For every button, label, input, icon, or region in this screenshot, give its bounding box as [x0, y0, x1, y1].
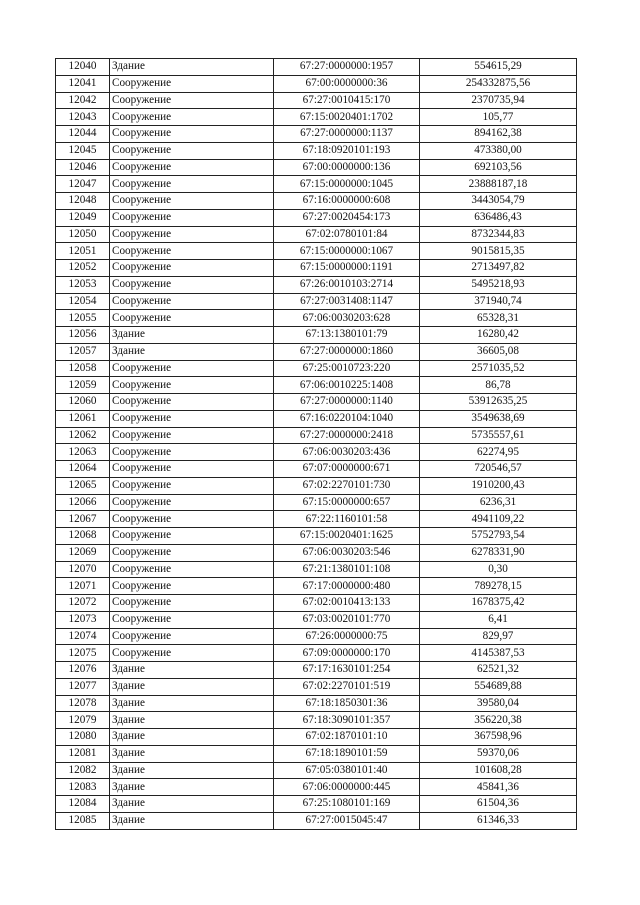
table-row	[56, 109, 577, 126]
row-number-cell: 12065	[56, 477, 110, 494]
row-number-cell: 12056	[56, 327, 110, 344]
cadastral-number-cell: 67:02:0010413:133	[274, 595, 420, 612]
object-type-cell: Сооружение	[110, 444, 274, 461]
object-type-cell: Сооружение	[110, 511, 274, 528]
object-type-cell: Сооружение	[110, 75, 274, 92]
table-row	[56, 427, 577, 444]
cadastral-number-cell: 67:17:0000000:480	[274, 578, 420, 595]
cadastral-value-cell: 39580,04	[420, 695, 577, 712]
table-row	[56, 59, 577, 76]
cadastral-value-cell: 6,41	[420, 611, 577, 628]
object-type-cell: Сооружение	[110, 544, 274, 561]
cadastral-number-cell: 67:27:0000000:1137	[274, 126, 420, 143]
row-number-cell: 12064	[56, 461, 110, 478]
object-type-cell: Сооружение	[110, 494, 274, 511]
table-row	[56, 260, 577, 277]
object-type-cell: Здание	[110, 712, 274, 729]
row-number-cell: 12075	[56, 645, 110, 662]
cadastral-number-cell: 67:18:0920101:193	[274, 142, 420, 159]
cadastral-number-cell: 67:15:0000000:657	[274, 494, 420, 511]
cadastral-value-cell: 61346,33	[420, 812, 577, 829]
cadastral-value-cell: 5752793,54	[420, 528, 577, 545]
row-number-cell: 12057	[56, 343, 110, 360]
row-number-cell: 12081	[56, 745, 110, 762]
cadastral-number-cell: 67:27:0000000:2418	[274, 427, 420, 444]
cadastral-value-cell: 554615,29	[420, 59, 577, 76]
row-number-cell: 12084	[56, 796, 110, 813]
object-type-cell: Здание	[110, 695, 274, 712]
table-row	[56, 812, 577, 829]
table-row	[56, 226, 577, 243]
table-row	[56, 544, 577, 561]
object-type-cell: Сооружение	[110, 360, 274, 377]
cadastral-number-cell: 67:26:0010103:2714	[274, 276, 420, 293]
cadastral-number-cell: 67:15:0000000:1045	[274, 176, 420, 193]
cadastral-value-cell: 45841,36	[420, 779, 577, 796]
row-number-cell: 12055	[56, 310, 110, 327]
cadastral-value-cell: 2713497,82	[420, 260, 577, 277]
table-row	[56, 762, 577, 779]
table-row	[56, 410, 577, 427]
table-row	[56, 477, 577, 494]
object-type-cell: Здание	[110, 327, 274, 344]
object-type-cell: Сооружение	[110, 276, 274, 293]
row-number-cell: 12058	[56, 360, 110, 377]
object-type-cell: Сооружение	[110, 645, 274, 662]
cadastral-number-cell: 67:27:0010415:170	[274, 92, 420, 109]
row-number-cell: 12079	[56, 712, 110, 729]
row-number-cell: 12063	[56, 444, 110, 461]
cadastral-number-cell: 67:06:0010225:1408	[274, 377, 420, 394]
table-row	[56, 561, 577, 578]
cadastral-value-cell: 8732344,83	[420, 226, 577, 243]
cadastral-value-cell: 4941109,22	[420, 511, 577, 528]
row-number-cell: 12042	[56, 92, 110, 109]
row-number-cell: 12049	[56, 209, 110, 226]
cadastral-value-cell: 16280,42	[420, 327, 577, 344]
table-row	[56, 662, 577, 679]
cadastral-number-cell: 67:13:1380101:79	[274, 327, 420, 344]
object-type-cell: Здание	[110, 812, 274, 829]
row-number-cell: 12054	[56, 293, 110, 310]
row-number-cell: 12051	[56, 243, 110, 260]
object-type-cell: Сооружение	[110, 477, 274, 494]
table-row	[56, 343, 577, 360]
row-number-cell: 12077	[56, 678, 110, 695]
row-number-cell: 12082	[56, 762, 110, 779]
table-row	[56, 712, 577, 729]
cadastral-value-cell: 1678375,42	[420, 595, 577, 612]
cadastral-value-cell: 692103,56	[420, 159, 577, 176]
object-type-cell: Сооружение	[110, 142, 274, 159]
table-row	[56, 243, 577, 260]
table-row	[56, 595, 577, 612]
cadastral-value-cell: 3549638,69	[420, 410, 577, 427]
object-type-cell: Сооружение	[110, 561, 274, 578]
table-row	[56, 611, 577, 628]
table-row	[56, 528, 577, 545]
object-type-cell: Сооружение	[110, 293, 274, 310]
row-number-cell: 12050	[56, 226, 110, 243]
row-number-cell: 12040	[56, 59, 110, 76]
object-type-cell: Здание	[110, 59, 274, 76]
row-number-cell: 12059	[56, 377, 110, 394]
registry-table	[55, 58, 577, 830]
table-row	[56, 293, 577, 310]
table-row	[56, 796, 577, 813]
object-type-cell: Сооружение	[110, 410, 274, 427]
cadastral-value-cell: 1910200,43	[420, 477, 577, 494]
object-type-cell: Сооружение	[110, 226, 274, 243]
cadastral-number-cell: 67:18:1850301:36	[274, 695, 420, 712]
object-type-cell: Здание	[110, 729, 274, 746]
table-row	[56, 511, 577, 528]
cadastral-number-cell: 67:15:0020401:1625	[274, 528, 420, 545]
object-type-cell: Здание	[110, 779, 274, 796]
row-number-cell: 12041	[56, 75, 110, 92]
cadastral-value-cell: 720546,57	[420, 461, 577, 478]
cadastral-value-cell: 636486,43	[420, 209, 577, 226]
table-row	[56, 394, 577, 411]
cadastral-value-cell: 2571035,52	[420, 360, 577, 377]
cadastral-value-cell: 254332875,56	[420, 75, 577, 92]
row-number-cell: 12068	[56, 528, 110, 545]
row-number-cell: 12066	[56, 494, 110, 511]
table-row	[56, 209, 577, 226]
cadastral-number-cell: 67:00:0000000:136	[274, 159, 420, 176]
cadastral-number-cell: 67:21:1380101:108	[274, 561, 420, 578]
cadastral-value-cell: 829,97	[420, 628, 577, 645]
cadastral-number-cell: 67:06:0030203:546	[274, 544, 420, 561]
cadastral-number-cell: 67:00:0000000:36	[274, 75, 420, 92]
cadastral-number-cell: 67:25:1080101:169	[274, 796, 420, 813]
table-row	[56, 142, 577, 159]
object-type-cell: Сооружение	[110, 461, 274, 478]
row-number-cell: 12076	[56, 662, 110, 679]
cadastral-value-cell: 3443054,79	[420, 193, 577, 210]
row-number-cell: 12072	[56, 595, 110, 612]
object-type-cell: Сооружение	[110, 260, 274, 277]
cadastral-number-cell: 67:02:1870101:10	[274, 729, 420, 746]
row-number-cell: 12080	[56, 729, 110, 746]
cadastral-value-cell: 5495218,93	[420, 276, 577, 293]
table-row	[56, 695, 577, 712]
table-row	[56, 461, 577, 478]
object-type-cell: Сооружение	[110, 209, 274, 226]
cadastral-value-cell: 473380,00	[420, 142, 577, 159]
object-type-cell: Здание	[110, 762, 274, 779]
row-number-cell: 12053	[56, 276, 110, 293]
cadastral-value-cell: 36605,08	[420, 343, 577, 360]
cadastral-number-cell: 67:18:3090101:357	[274, 712, 420, 729]
cadastral-number-cell: 67:15:0000000:1067	[274, 243, 420, 260]
cadastral-value-cell: 62274,95	[420, 444, 577, 461]
cadastral-number-cell: 67:27:0000000:1140	[274, 394, 420, 411]
object-type-cell: Сооружение	[110, 394, 274, 411]
cadastral-number-cell: 67:16:0220104:1040	[274, 410, 420, 427]
row-number-cell: 12061	[56, 410, 110, 427]
row-number-cell: 12085	[56, 812, 110, 829]
object-type-cell: Здание	[110, 796, 274, 813]
row-number-cell: 12073	[56, 611, 110, 628]
table-row	[56, 779, 577, 796]
cadastral-value-cell: 53912635,25	[420, 394, 577, 411]
cadastral-value-cell: 371940,74	[420, 293, 577, 310]
table-row	[56, 578, 577, 595]
cadastral-number-cell: 67:18:1890101:59	[274, 745, 420, 762]
cadastral-number-cell: 67:17:1630101:254	[274, 662, 420, 679]
object-type-cell: Здание	[110, 662, 274, 679]
cadastral-number-cell: 67:27:0031408:1147	[274, 293, 420, 310]
cadastral-value-cell: 65328,31	[420, 310, 577, 327]
cadastral-value-cell: 101608,28	[420, 762, 577, 779]
object-type-cell: Сооружение	[110, 427, 274, 444]
table-row	[56, 377, 577, 394]
row-number-cell: 12071	[56, 578, 110, 595]
cadastral-number-cell: 67:27:0000000:1860	[274, 343, 420, 360]
cadastral-value-cell: 4145387,53	[420, 645, 577, 662]
cadastral-value-cell: 367598,96	[420, 729, 577, 746]
row-number-cell: 12060	[56, 394, 110, 411]
object-type-cell: Здание	[110, 343, 274, 360]
cadastral-number-cell: 67:15:0020401:1702	[274, 109, 420, 126]
object-type-cell: Сооружение	[110, 611, 274, 628]
object-type-cell: Сооружение	[110, 92, 274, 109]
object-type-cell: Сооружение	[110, 628, 274, 645]
row-number-cell: 12046	[56, 159, 110, 176]
cadastral-number-cell: 67:06:0000000:445	[274, 779, 420, 796]
table-row	[56, 444, 577, 461]
cadastral-number-cell: 67:27:0000000:1957	[274, 59, 420, 76]
row-number-cell: 12074	[56, 628, 110, 645]
cadastral-number-cell: 67:27:0015045:47	[274, 812, 420, 829]
row-number-cell: 12052	[56, 260, 110, 277]
row-number-cell: 12069	[56, 544, 110, 561]
row-number-cell: 12062	[56, 427, 110, 444]
table-row	[56, 645, 577, 662]
row-number-cell: 12043	[56, 109, 110, 126]
table-row	[56, 678, 577, 695]
cadastral-number-cell: 67:27:0020454:173	[274, 209, 420, 226]
object-type-cell: Сооружение	[110, 595, 274, 612]
cadastral-value-cell: 61504,36	[420, 796, 577, 813]
cadastral-value-cell: 6236,31	[420, 494, 577, 511]
cadastral-number-cell: 67:07:0000000:671	[274, 461, 420, 478]
cadastral-number-cell: 67:05:0380101:40	[274, 762, 420, 779]
table-row	[56, 310, 577, 327]
cadastral-number-cell: 67:02:2270101:519	[274, 678, 420, 695]
cadastral-number-cell: 67:15:0000000:1191	[274, 260, 420, 277]
object-type-cell: Сооружение	[110, 193, 274, 210]
table-row	[56, 159, 577, 176]
cadastral-number-cell: 67:06:0030203:628	[274, 310, 420, 327]
row-number-cell: 12078	[56, 695, 110, 712]
table-row	[56, 193, 577, 210]
cadastral-value-cell: 894162,38	[420, 126, 577, 143]
row-number-cell: 12070	[56, 561, 110, 578]
row-number-cell: 12083	[56, 779, 110, 796]
cadastral-number-cell: 67:22:1160101:58	[274, 511, 420, 528]
cadastral-number-cell: 67:03:0020101:770	[274, 611, 420, 628]
registry-table-body	[56, 59, 577, 830]
cadastral-value-cell: 6278331,90	[420, 544, 577, 561]
cadastral-value-cell: 554689,88	[420, 678, 577, 695]
cadastral-value-cell: 356220,38	[420, 712, 577, 729]
object-type-cell: Сооружение	[110, 109, 274, 126]
object-type-cell: Здание	[110, 745, 274, 762]
object-type-cell: Сооружение	[110, 243, 274, 260]
object-type-cell: Сооружение	[110, 159, 274, 176]
table-row	[56, 75, 577, 92]
cadastral-value-cell: 5735557,61	[420, 427, 577, 444]
row-number-cell: 12067	[56, 511, 110, 528]
table-row	[56, 276, 577, 293]
table-row	[56, 360, 577, 377]
table-row	[56, 745, 577, 762]
row-number-cell: 12047	[56, 176, 110, 193]
table-row	[56, 126, 577, 143]
cadastral-value-cell: 62521,32	[420, 662, 577, 679]
object-type-cell: Сооружение	[110, 176, 274, 193]
cadastral-number-cell: 67:06:0030203:436	[274, 444, 420, 461]
object-type-cell: Сооружение	[110, 377, 274, 394]
cadastral-value-cell: 86,78	[420, 377, 577, 394]
cadastral-value-cell: 789278,15	[420, 578, 577, 595]
cadastral-number-cell: 67:16:0000000:608	[274, 193, 420, 210]
object-type-cell: Сооружение	[110, 528, 274, 545]
object-type-cell: Сооружение	[110, 126, 274, 143]
cadastral-value-cell: 59370,06	[420, 745, 577, 762]
cadastral-number-cell: 67:02:2270101:730	[274, 477, 420, 494]
table-row	[56, 628, 577, 645]
cadastral-value-cell: 2370735,94	[420, 92, 577, 109]
object-type-cell: Здание	[110, 678, 274, 695]
cadastral-number-cell: 67:09:0000000:170	[274, 645, 420, 662]
table-row	[56, 327, 577, 344]
cadastral-value-cell: 23888187,18	[420, 176, 577, 193]
object-type-cell: Сооружение	[110, 310, 274, 327]
cadastral-value-cell: 0,30	[420, 561, 577, 578]
cadastral-number-cell: 67:02:0780101:84	[274, 226, 420, 243]
cadastral-number-cell: 67:25:0010723:220	[274, 360, 420, 377]
cadastral-value-cell: 9015815,35	[420, 243, 577, 260]
cadastral-value-cell: 105,77	[420, 109, 577, 126]
row-number-cell: 12045	[56, 142, 110, 159]
table-row	[56, 494, 577, 511]
object-type-cell: Сооружение	[110, 578, 274, 595]
table-row	[56, 729, 577, 746]
table-row	[56, 176, 577, 193]
row-number-cell: 12044	[56, 126, 110, 143]
cadastral-number-cell: 67:26:0000000:75	[274, 628, 420, 645]
row-number-cell: 12048	[56, 193, 110, 210]
table-row	[56, 92, 577, 109]
